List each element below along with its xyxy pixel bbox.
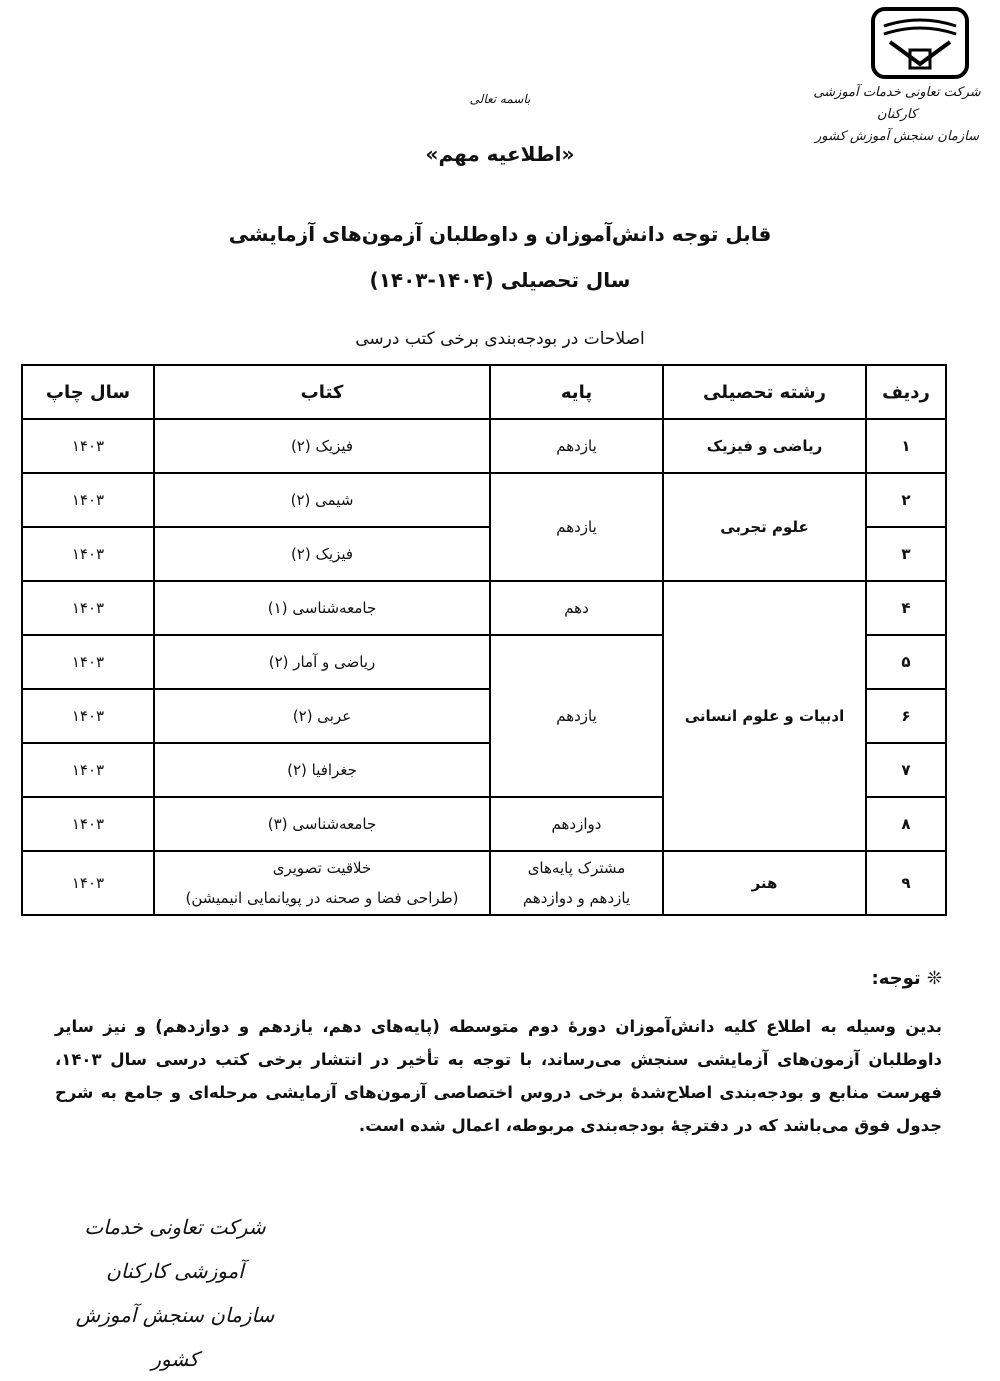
- table-row: [22, 581, 946, 635]
- book-cell: جامعه‌شناسی (۱): [154, 581, 490, 635]
- book-line-1: خلاقیت تصویری: [272, 859, 372, 877]
- book-cell: جامعه‌شناسی (۳): [154, 797, 490, 851]
- header-grade: پایه: [490, 365, 663, 419]
- header-row-number: ردیف: [866, 365, 946, 419]
- grade-cell: یازدهم: [490, 419, 663, 473]
- grade-line-2: یازدهم و دوازدهم: [522, 889, 631, 907]
- table-caption: اصلاحات در بودجه‌بندی برخی کتب درسی: [355, 329, 645, 349]
- book-cell: عربی (۲): [154, 689, 490, 743]
- field-cell: ریاضی و فیزیک: [663, 419, 866, 473]
- table-row: [22, 851, 946, 915]
- row-number: ۵: [866, 635, 946, 689]
- print-year-cell: ۱۴۰۳: [22, 527, 154, 581]
- row-number: ۳: [866, 527, 946, 581]
- signature-line-2: سازمان سنجش آموزش کشور: [75, 1303, 275, 1371]
- print-year-cell: ۱۴۰۳: [22, 689, 154, 743]
- table-row: [22, 473, 946, 527]
- notice-title: «اطلاعیه مهم»: [425, 142, 575, 166]
- bismillah: باسمه تعالی: [469, 92, 531, 106]
- table-header-row: [22, 365, 946, 419]
- row-number: ۶: [866, 689, 946, 743]
- print-year-cell: ۱۴۰۳: [22, 797, 154, 851]
- grade-cell: دوازدهم: [490, 797, 663, 851]
- grade-cell: یازدهم: [490, 635, 663, 797]
- grade-cell: یازدهم: [490, 473, 663, 581]
- print-year-cell: ۱۴۰۳: [22, 851, 154, 915]
- row-number: ۱: [866, 419, 946, 473]
- addressee-line: قابل توجه دانش‌آموزان و داوطلبان آزمون‌های آزمایشی: [228, 222, 772, 246]
- books-table: [21, 364, 947, 916]
- note-body: بدین وسیله به اطلاع کلیه دانش‌آموزان دورهٔ دوم متوسطه (پایه‌های دهم، یازدهم و دوازدهم) و نیز سایر داوطلبان آزمون‌های آزمایشی سنجش می‌رساند، با توجه به تأخیر در انتشار برخی کتب درسی سال ۱۴۰۳، فهرست منابع و بودجه‌بندی اصلاح‌شدهٔ برخی دروس اختصاصی آزمون‌های آزمایشی مرحله‌ای و جامع به شرح جدول فوق می‌باشد که در دفترچهٔ بودجه‌بندی مربوطه، اعمال شده است.: [55, 1017, 942, 1135]
- header-field: رشته تحصیلی: [663, 365, 866, 419]
- signature: [55, 1205, 295, 1381]
- signature-line-1: شرکت تعاونی خدمات آموزشی کارکنان: [84, 1215, 266, 1283]
- header-book: کتاب: [154, 365, 490, 419]
- grade-cell: [490, 851, 663, 915]
- academic-year: سال تحصیلی (۱۴۰۴-۱۴۰۳): [369, 268, 631, 292]
- org-line-2: سازمان سنجش آموزش کشور: [815, 129, 979, 144]
- print-year-cell: ۱۴۰۳: [22, 743, 154, 797]
- row-number: ۷: [866, 743, 946, 797]
- row-number: ۴: [866, 581, 946, 635]
- book-cell: ریاضی و آمار (۲): [154, 635, 490, 689]
- row-number: ۲: [866, 473, 946, 527]
- field-cell: علوم تجربی: [663, 473, 866, 581]
- note-heading: ❊ توجه:: [871, 968, 942, 989]
- book-cell: فیزیک (۲): [154, 527, 490, 581]
- print-year-cell: ۱۴۰۳: [22, 473, 154, 527]
- field-cell: هنر: [663, 851, 866, 915]
- table-row: [22, 419, 946, 473]
- row-number: ۸: [866, 797, 946, 851]
- header-print-year: سال چاپ: [22, 365, 154, 419]
- grade-line-1: مشترک پایه‌های: [527, 859, 626, 877]
- grade-cell: دهم: [490, 581, 663, 635]
- organization-logo: [870, 6, 970, 80]
- book-cell: فیزیک (۲): [154, 419, 490, 473]
- org-line-1: شرکت تعاونی خدمات آموزشی کارکنان: [813, 85, 981, 122]
- row-number: ۹: [866, 851, 946, 915]
- print-year-cell: ۱۴۰۳: [22, 419, 154, 473]
- book-line-2: (طراحی فضا و صحنه در پویانمایی انیمیشن): [185, 889, 459, 907]
- book-cell: شیمی (۲): [154, 473, 490, 527]
- book-cell: جغرافیا (۲): [154, 743, 490, 797]
- print-year-cell: ۱۴۰۳: [22, 635, 154, 689]
- book-cell: [154, 851, 490, 915]
- print-year-cell: ۱۴۰۳: [22, 581, 154, 635]
- field-cell: ادبیات و علوم انسانی: [663, 581, 866, 851]
